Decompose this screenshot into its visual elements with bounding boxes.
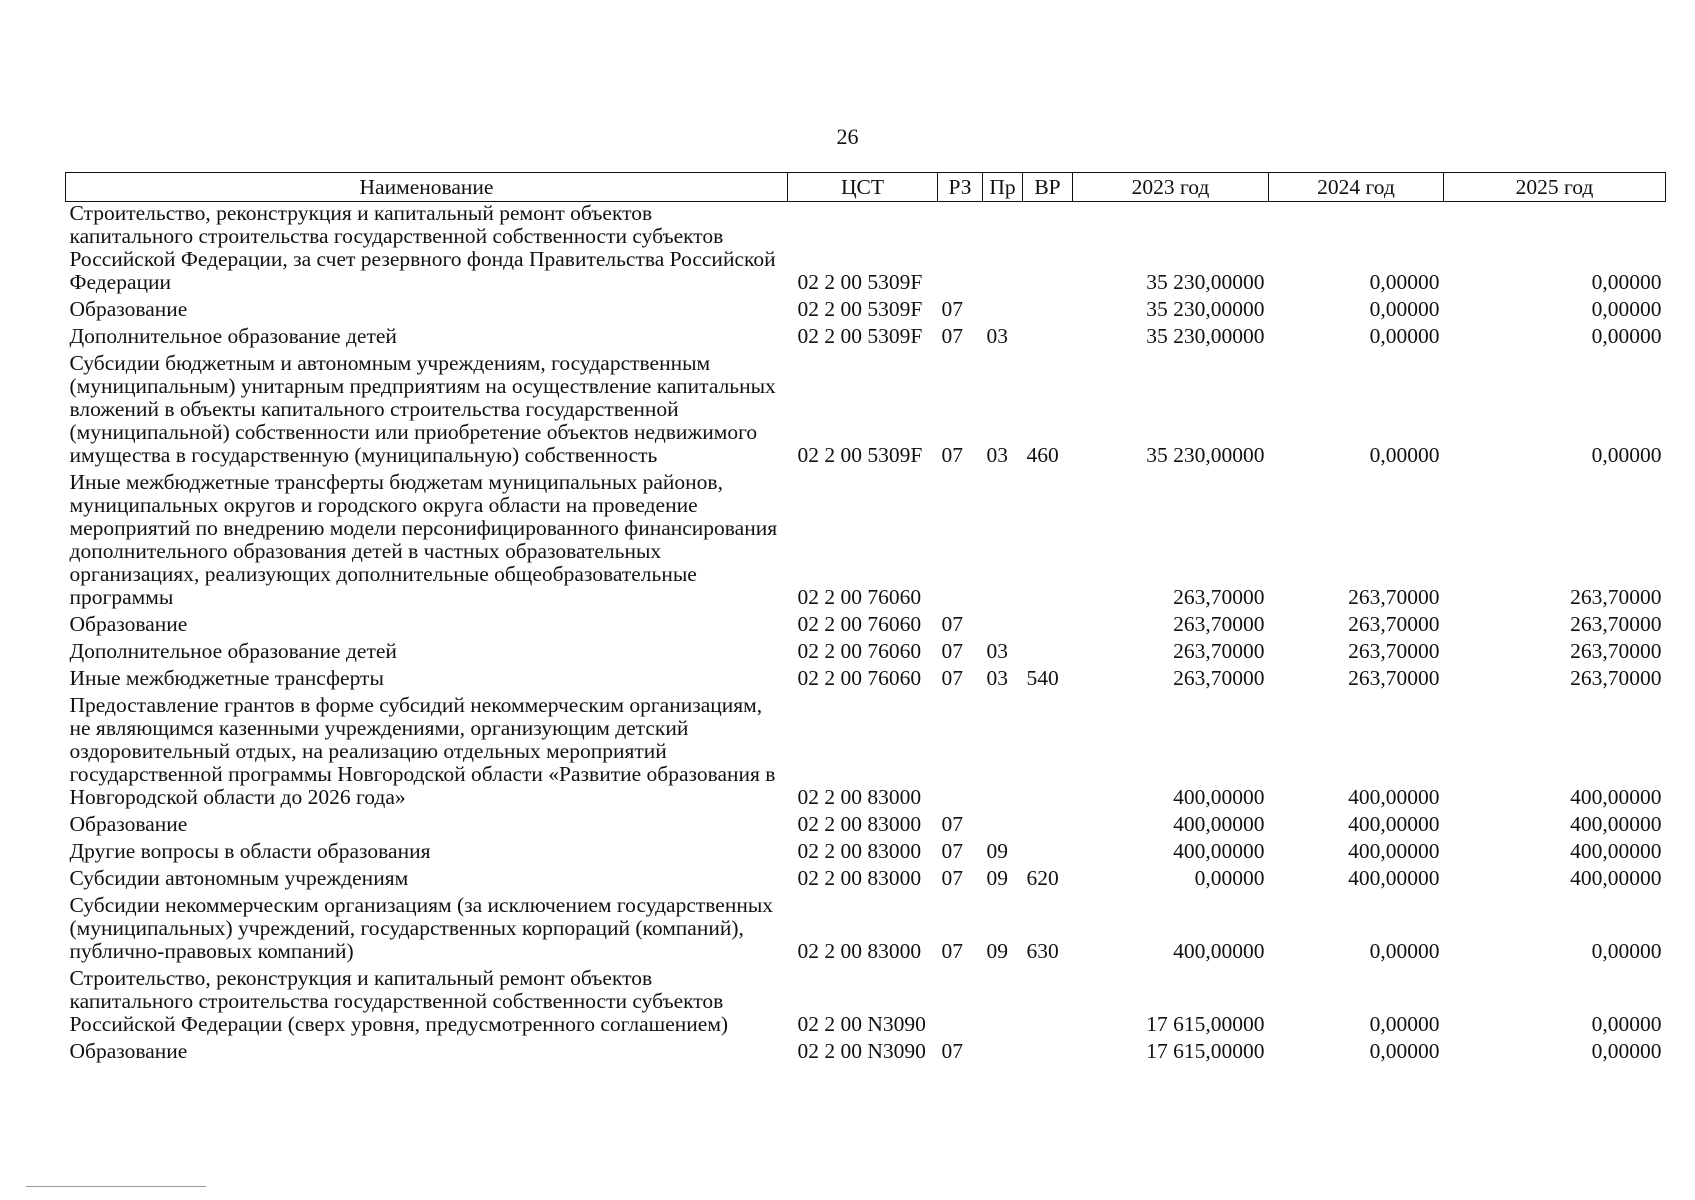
row-2023: 263,70000 <box>1173 612 1265 636</box>
row-rz: 07 <box>941 612 963 636</box>
row-2024: 0,00000 <box>1369 324 1440 348</box>
table-row <box>66 840 1666 867</box>
row-vr: 620 <box>1026 866 1059 890</box>
row-name: Дополнительное образование детей <box>69 324 397 348</box>
row-2023: 35 230,00000 <box>1146 297 1265 321</box>
row-rz <box>938 694 983 813</box>
row-2023: 35 230,00000 <box>1146 324 1265 348</box>
row-2023: 17 615,00000 <box>1146 1039 1265 1063</box>
row-vr <box>1023 967 1073 1040</box>
row-2024: 400,00000 <box>1348 785 1440 809</box>
row-2025: 0,00000 <box>1591 270 1662 294</box>
row-2025: 0,00000 <box>1591 1012 1662 1036</box>
row-cst: 02 2 00 5309F <box>797 443 923 467</box>
row-cst: 02 2 00 83000 <box>797 939 922 963</box>
row-pr <box>983 694 1023 813</box>
row-rz: 07 <box>941 839 963 863</box>
row-pr <box>983 967 1023 1040</box>
row-2023: 400,00000 <box>1173 785 1265 809</box>
row-name: Дополнительное образование детей <box>69 639 397 663</box>
row-2025: 0,00000 <box>1591 1039 1662 1063</box>
row-2025: 400,00000 <box>1570 812 1662 836</box>
row-name: Субсидии бюджетным и автономным учреждениям, государственным (муниципальным) унитарным предприятиям на осуществление капитальных вложений в объекты капитального строительства государственной (муниципальной) собственности или приобретение объектов недвижимого имущества в государственную (муниципальную) собственность <box>69 351 776 467</box>
row-cst: 02 2 00 83000 <box>797 866 922 890</box>
header-name: Наименование <box>66 173 788 202</box>
row-name: Образование <box>69 612 188 636</box>
table-row <box>66 894 1666 967</box>
row-2024: 263,70000 <box>1348 612 1440 636</box>
row-cst: 02 2 00 76060 <box>797 612 922 636</box>
table-row <box>66 352 1666 471</box>
row-name: Субсидии некоммерческим организациям (за исключением государственных (муниципальных) учреждений, государственных корпораций (компаний), публично-правовых компаний) <box>69 893 774 963</box>
row-cst: 02 2 00 83000 <box>797 785 922 809</box>
row-rz: 07 <box>941 297 963 321</box>
row-rz <box>938 471 983 613</box>
table-row <box>66 967 1666 1040</box>
row-2024: 263,70000 <box>1348 585 1440 609</box>
header-2024: 2024 год <box>1269 173 1444 202</box>
row-2025: 263,70000 <box>1570 666 1662 690</box>
page-number: 26 <box>836 124 859 149</box>
row-rz: 07 <box>941 666 963 690</box>
row-cst: 02 2 00 5309F <box>797 324 923 348</box>
row-2024: 0,00000 <box>1369 443 1440 467</box>
row-2024: 0,00000 <box>1369 1039 1440 1063</box>
row-cst: 02 2 00 83000 <box>797 812 922 836</box>
row-name: Образование <box>69 1039 188 1063</box>
row-vr <box>1023 694 1073 813</box>
row-vr <box>1023 298 1073 325</box>
header-pr: Пр <box>983 173 1023 202</box>
row-name: Другие вопросы в области образования <box>69 839 431 863</box>
table-row <box>66 325 1666 352</box>
header-row <box>66 173 1666 202</box>
row-cst: 02 2 00 5309F <box>797 270 923 294</box>
table-row <box>66 1040 1666 1067</box>
row-pr: 03 <box>986 324 1008 348</box>
row-rz <box>938 967 983 1040</box>
row-cst: 02 2 00 N3090 <box>797 1039 926 1063</box>
row-cst: 02 2 00 76060 <box>797 639 922 663</box>
row-vr <box>1023 1040 1073 1067</box>
row-vr <box>1023 840 1073 867</box>
table-row <box>66 813 1666 840</box>
table-row <box>66 613 1666 640</box>
table-row <box>66 867 1666 894</box>
row-2024: 0,00000 <box>1369 297 1440 321</box>
row-name: Строительство, реконструкция и капитальный ремонт объектов капитального строительства государственной собственности субъектов Российской Федерации, за счет резервного фонда Правительства Российской Федерации <box>69 201 776 294</box>
row-pr <box>983 1040 1023 1067</box>
row-2025: 0,00000 <box>1591 297 1662 321</box>
table-row <box>66 694 1666 813</box>
row-pr <box>983 471 1023 613</box>
row-2025: 263,70000 <box>1570 639 1662 663</box>
row-2023: 263,70000 <box>1173 639 1265 663</box>
row-vr <box>1023 640 1073 667</box>
row-name: Строительство, реконструкция и капитальный ремонт объектов капитального строительства государственной собственности субъектов Российской Федерации (сверх уровня, предусмотренного соглашением) <box>69 966 729 1036</box>
row-2024: 400,00000 <box>1348 866 1440 890</box>
row-2024: 0,00000 <box>1369 270 1440 294</box>
row-2025: 400,00000 <box>1570 866 1662 890</box>
row-cst: 02 2 00 5309F <box>797 297 923 321</box>
row-name: Субсидии автономным учреждениям <box>69 866 409 890</box>
row-2025: 263,70000 <box>1570 612 1662 636</box>
table-row <box>66 667 1666 694</box>
row-pr <box>983 298 1023 325</box>
row-rz: 07 <box>941 639 963 663</box>
row-2023: 400,00000 <box>1173 812 1265 836</box>
row-vr: 460 <box>1026 443 1059 467</box>
table-row <box>66 471 1666 613</box>
row-name: Образование <box>69 812 188 836</box>
row-rz: 07 <box>941 939 963 963</box>
row-2025: 400,00000 <box>1570 839 1662 863</box>
row-rz: 07 <box>941 866 963 890</box>
row-vr <box>1023 325 1073 352</box>
row-pr <box>983 813 1023 840</box>
row-cst: 02 2 00 76060 <box>797 585 922 609</box>
row-name: Образование <box>69 297 188 321</box>
table-row <box>66 298 1666 325</box>
table-row <box>66 640 1666 667</box>
row-2023: 400,00000 <box>1173 839 1265 863</box>
row-2024: 400,00000 <box>1348 812 1440 836</box>
header-2023: 2023 год <box>1073 173 1269 202</box>
row-name: Предоставление грантов в форме субсидий некоммерческим организациям, не являющимся казенными учреждениями, организующим детский оздоровительный отдых, на реализацию отдельных мероприятий государственной программы Новгородской области «Развитие образования в Новгородской области до 2026 года» <box>69 693 776 809</box>
budget-table <box>65 172 1666 1067</box>
row-2023: 400,00000 <box>1173 939 1265 963</box>
row-vr <box>1023 813 1073 840</box>
header-rz: РЗ <box>938 173 983 202</box>
row-cst: 02 2 00 83000 <box>797 839 922 863</box>
row-pr: 09 <box>986 839 1008 863</box>
row-rz: 07 <box>941 324 963 348</box>
row-2023: 17 615,00000 <box>1146 1012 1265 1036</box>
row-2025: 0,00000 <box>1591 939 1662 963</box>
row-pr <box>983 613 1023 640</box>
row-2024: 400,00000 <box>1348 839 1440 863</box>
row-name: Иные межбюджетные трансферты <box>69 666 384 690</box>
row-vr <box>1023 471 1073 613</box>
scan-edge-line <box>26 1186 206 1187</box>
row-vr: 540 <box>1026 666 1059 690</box>
row-rz: 07 <box>941 812 963 836</box>
row-rz: 07 <box>941 443 963 467</box>
row-2025: 263,70000 <box>1570 585 1662 609</box>
row-2024: 263,70000 <box>1348 639 1440 663</box>
table-row <box>66 202 1666 299</box>
row-2023: 35 230,00000 <box>1146 270 1265 294</box>
row-rz: 07 <box>941 1039 963 1063</box>
row-2025: 0,00000 <box>1591 324 1662 348</box>
row-pr: 03 <box>986 443 1008 467</box>
row-pr: 03 <box>986 639 1008 663</box>
row-name: Иные межбюджетные трансферты бюджетам муниципальных районов, муниципальных округов и городского округа области на проведение мероприятий по внедрению модели персонифицированного финансирования дополнительного образования детей в частных образовательных организациях, реализующих дополнительные общеобразовательные программы <box>69 470 778 609</box>
header-cst: ЦСТ <box>788 173 938 202</box>
row-2024: 263,70000 <box>1348 666 1440 690</box>
row-2024: 0,00000 <box>1369 939 1440 963</box>
row-2024: 0,00000 <box>1369 1012 1440 1036</box>
row-vr <box>1023 202 1073 299</box>
row-vr <box>1023 613 1073 640</box>
row-2023: 263,70000 <box>1173 666 1265 690</box>
row-pr: 09 <box>986 939 1008 963</box>
row-pr <box>983 202 1023 299</box>
row-2023: 263,70000 <box>1173 585 1265 609</box>
header-2025: 2025 год <box>1444 173 1666 202</box>
row-2025: 400,00000 <box>1570 785 1662 809</box>
row-pr: 09 <box>986 866 1008 890</box>
row-2025: 0,00000 <box>1591 443 1662 467</box>
header-vr: ВР <box>1023 173 1073 202</box>
row-pr: 03 <box>986 666 1008 690</box>
row-2023: 35 230,00000 <box>1146 443 1265 467</box>
row-cst: 02 2 00 76060 <box>797 666 922 690</box>
row-rz <box>938 202 983 299</box>
row-2023: 0,00000 <box>1194 866 1265 890</box>
row-cst: 02 2 00 N3090 <box>797 1012 926 1036</box>
row-vr: 630 <box>1026 939 1059 963</box>
